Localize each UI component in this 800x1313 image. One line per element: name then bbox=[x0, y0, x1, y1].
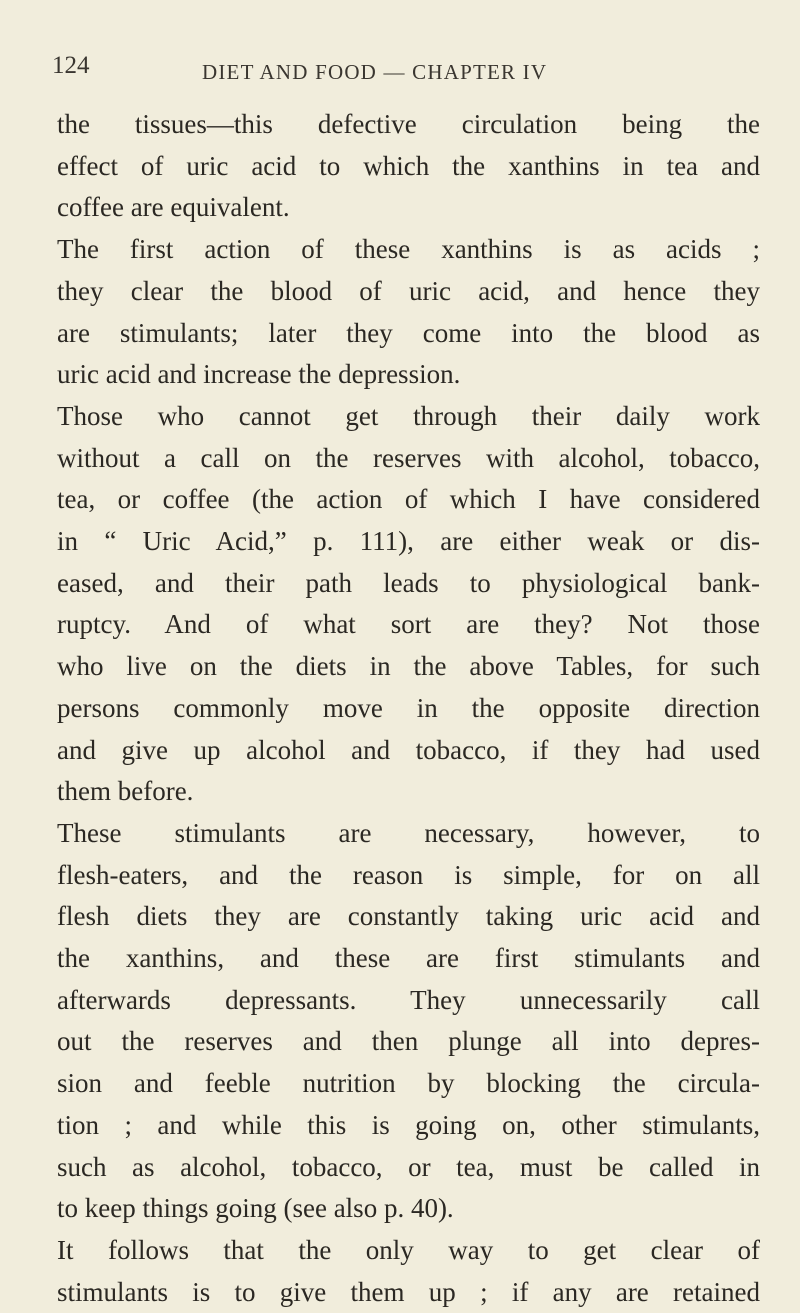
text-line: The first action of these xanthins is as acids ; bbox=[57, 234, 760, 265]
text-line: sion and feeble nutrition by blocking the circula- bbox=[57, 1068, 760, 1099]
text-line: they clear the blood of uric acid, and hence they bbox=[57, 275, 760, 306]
text-line: out the reserves and then plunge all into depres- bbox=[57, 1026, 760, 1057]
text-line: tion ; and while this is going on, other stimulants, bbox=[57, 1109, 760, 1140]
text-line: are stimulants; later they come into the blood as bbox=[57, 317, 760, 348]
body-text bbox=[57, 104, 760, 1313]
text-line: ruptcy. And of what sort are they? Not those bbox=[57, 609, 760, 640]
text-line: flesh diets they are constantly taking uric acid and bbox=[57, 901, 760, 932]
text-line: stimulants is to give them up ; if any are retained bbox=[57, 1276, 760, 1307]
text-line: These stimulants are necessary, however, to bbox=[57, 817, 760, 848]
text-line: who live on the diets in the above Tables, for such bbox=[57, 651, 760, 682]
text-line: uric acid and increase the depression. bbox=[57, 359, 461, 390]
text-line: flesh-eaters, and the reason is simple, for on all bbox=[57, 859, 760, 890]
running-head: DIET AND FOOD — CHAPTER IV bbox=[202, 60, 548, 84]
text-line: afterwards depressants. They unnecessarily call bbox=[57, 984, 760, 1015]
text-line: and give up alcohol and tobacco, if they had used bbox=[57, 734, 760, 765]
text-line: effect of uric acid to which the xanthins in tea and bbox=[57, 150, 760, 181]
text-line: the tissues—this defective circulation being the bbox=[57, 109, 760, 139]
text-line: the xanthins, and these are first stimulants and bbox=[57, 943, 760, 974]
text-line: eased, and their path leads to physiological bank- bbox=[57, 567, 760, 598]
page-number: 124 bbox=[52, 52, 90, 79]
text-line: persons commonly move in the opposite direction bbox=[57, 692, 760, 723]
text-line: them before. bbox=[57, 776, 194, 807]
text-line: in “ Uric Acid,” p. 111), are either weak or dis- bbox=[57, 526, 760, 557]
text-line: to keep things going (see also p. 40). bbox=[57, 1193, 454, 1224]
text-line: Those who cannot get through their daily work bbox=[57, 400, 760, 431]
page-header bbox=[52, 52, 752, 92]
text-line: such as alcohol, tobacco, or tea, must be called in bbox=[57, 1151, 760, 1182]
text-line: It follows that the only way to get clear of bbox=[57, 1234, 760, 1265]
text-line: coffee are equivalent. bbox=[57, 192, 290, 223]
text-line: tea, or coffee (the action of which I have considered bbox=[57, 484, 760, 515]
text-line: without a call on the reserves with alcohol, tobacco, bbox=[57, 442, 760, 473]
